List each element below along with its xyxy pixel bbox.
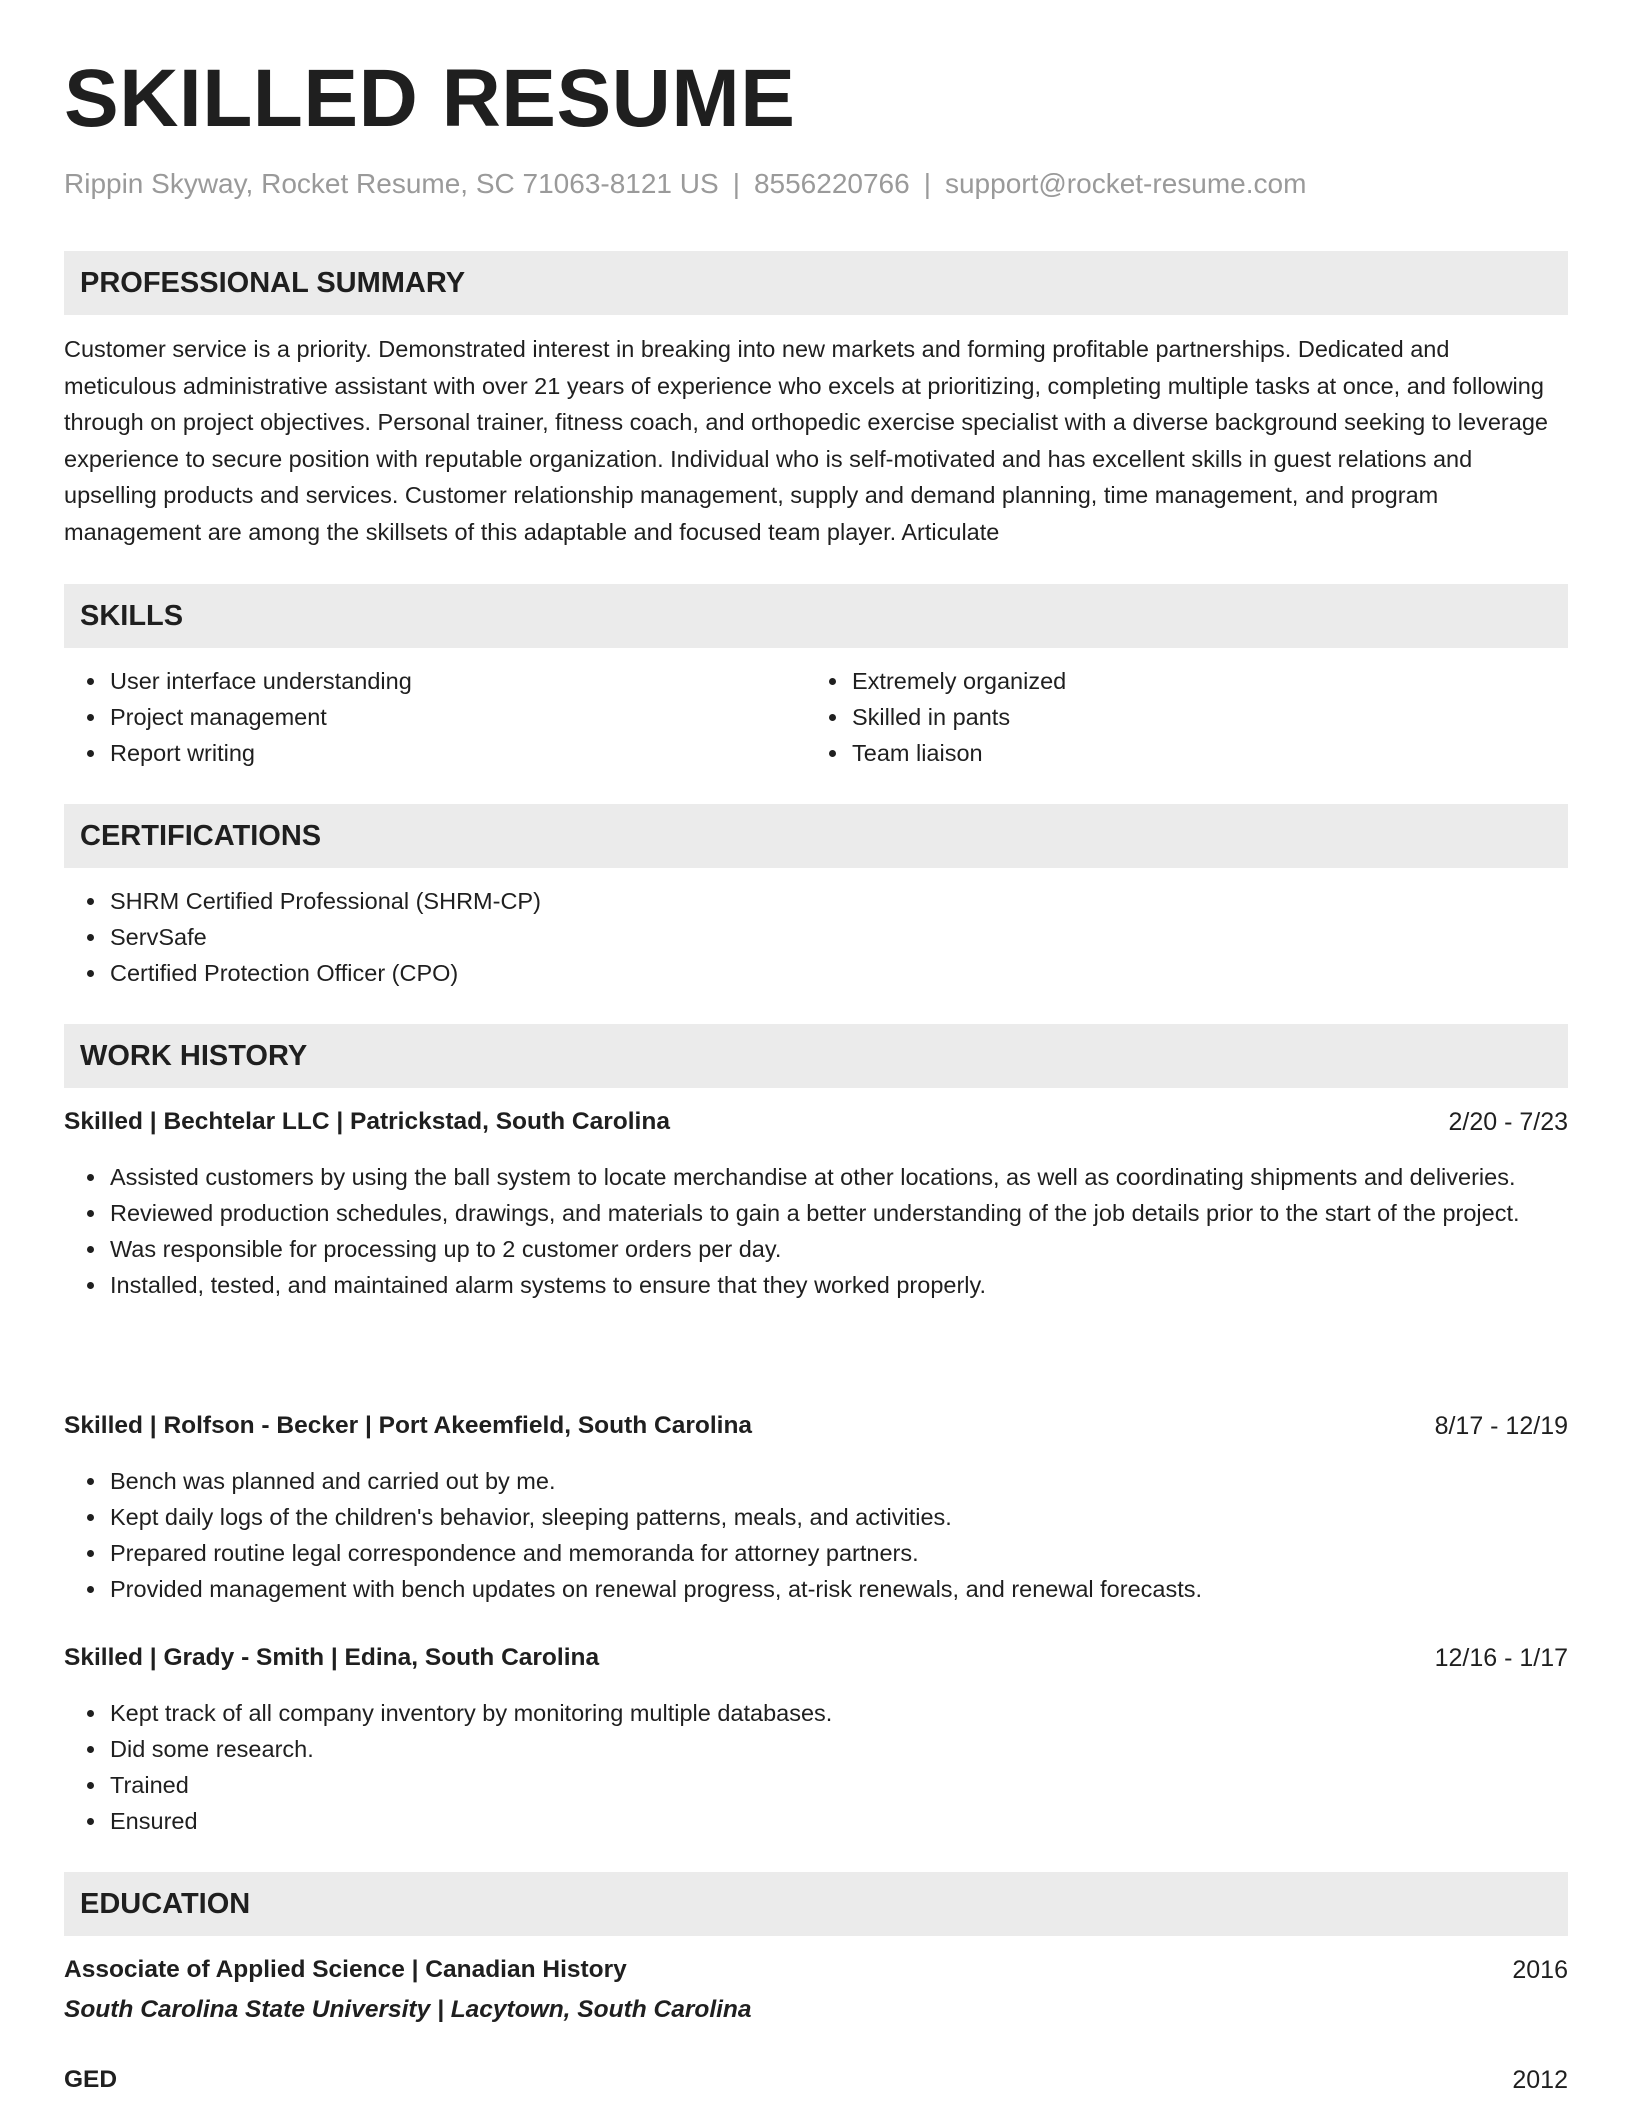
contact-phone: 8556220766 [753,168,910,199]
job-title: Skilled | Bechtelar LLC | Patrickstad, South Carolina [64,1108,670,1135]
job-bullet: • Kept daily logs of the children's behavior, sleeping patterns, meals, and activities. [108,1499,1568,1535]
job-bullet: • Provided management with bench updates on renewal progress, at-risk renewals, and renewal forecasts. [108,1571,1568,1607]
job-bullet: • Was responsible for processing up to 2 customer orders per day. [108,1231,1568,1267]
education-school: South Carolina State University | Lacytown, South Carolina [64,1996,752,2023]
job-title: Skilled | Grady - Smith | Edina, South Carolina [64,1644,600,1671]
skill-item: • Extremely organized [850,663,1550,699]
skill-item: • Skilled in pants [850,699,1550,735]
job-bullet: • Bench was planned and carried out by me. [108,1463,1568,1499]
job-bullets [64,1695,1568,1839]
contact-separator: | [732,168,740,199]
contact-line [64,168,1306,200]
education-degree: Associate of Applied Science | Canadian History [64,1956,627,1983]
job-dates: 12/16 - 1/17 [1434,1644,1568,1672]
job-title: Skilled | Rolfson - Becker | Port Akeemfield, South Carolina [64,1412,753,1439]
contact-address: Rippin Skyway, Rocket Resume, SC 71063-8121 US [64,168,719,199]
job-bullet: • Ensured [108,1803,1568,1839]
job-bullets [64,1463,1568,1607]
job-bullet: • Trained [108,1767,1568,1803]
certification-item: • SHRM Certified Professional (SHRM-CP) [108,883,1568,919]
contact-separator: | [923,168,931,199]
skill-item: • Project management [108,699,808,735]
resume-name: SKILLED RESUME [64,53,796,144]
education-year: 2012 [1512,2066,1568,2094]
section-heading-skills: SKILLS [64,584,1568,648]
contact-email: support@rocket-resume.com [944,168,1307,199]
job-bullets [64,1159,1568,1303]
job-dates: 2/20 - 7/23 [1448,1108,1568,1136]
certification-item: • ServSafe [108,919,1568,955]
job-dates: 8/17 - 12/19 [1434,1412,1568,1440]
job-bullet: • Reviewed production schedules, drawings, and materials to gain a better understanding of the job details prior to the start of the project. [108,1195,1568,1231]
section-heading-education: EDUCATION [64,1872,1568,1936]
job-bullet: • Prepared routine legal correspondence and memoranda for attorney partners. [108,1535,1568,1571]
skill-item: • Report writing [108,735,808,771]
job-bullet: • Installed, tested, and maintained alarm systems to ensure that they worked properly. [108,1267,1568,1303]
section-heading-summary: PROFESSIONAL SUMMARY [64,251,1568,315]
section-heading-work-history: WORK HISTORY [64,1024,1568,1088]
certifications-list [64,883,1568,991]
skill-item: • Team liaison [850,735,1550,771]
job-bullet: • Assisted customers by using the ball system to locate merchandise at other locations, as well as coordinating shipments and deliveries. [108,1159,1568,1195]
summary-text: Customer service is a priority. Demonstrated interest in breaking into new markets and forming profitable partnerships. Dedicated and meticulous administrative assistant with over 21 years of experience who excels at prioritizing, completing multiple tasks at once, and following through on project objectives. Personal trainer, fitness coach, and orthopedic exercise specialist with a diverse background seeking to leverage experience to secure position with reputable organization. Individual who is self-motivated and has excellent skills in guest relations and upselling products and services. Customer relationship management, supply and demand planning, time management, and program management are among the skillsets of this adaptable and focused team player. Articulate [64,336,1548,545]
skills-list-left [64,663,808,771]
education-year: 2016 [1512,1956,1568,1984]
skill-item: • User interface understanding [108,663,808,699]
job-bullet: • Did some research. [108,1731,1568,1767]
skills-list-right [806,663,1550,771]
section-heading-certifications: CERTIFICATIONS [64,804,1568,868]
education-degree: GED [64,2066,118,2093]
certification-item: • Certified Protection Officer (CPO) [108,955,1568,991]
job-bullet: • Kept track of all company inventory by monitoring multiple databases. [108,1695,1568,1731]
